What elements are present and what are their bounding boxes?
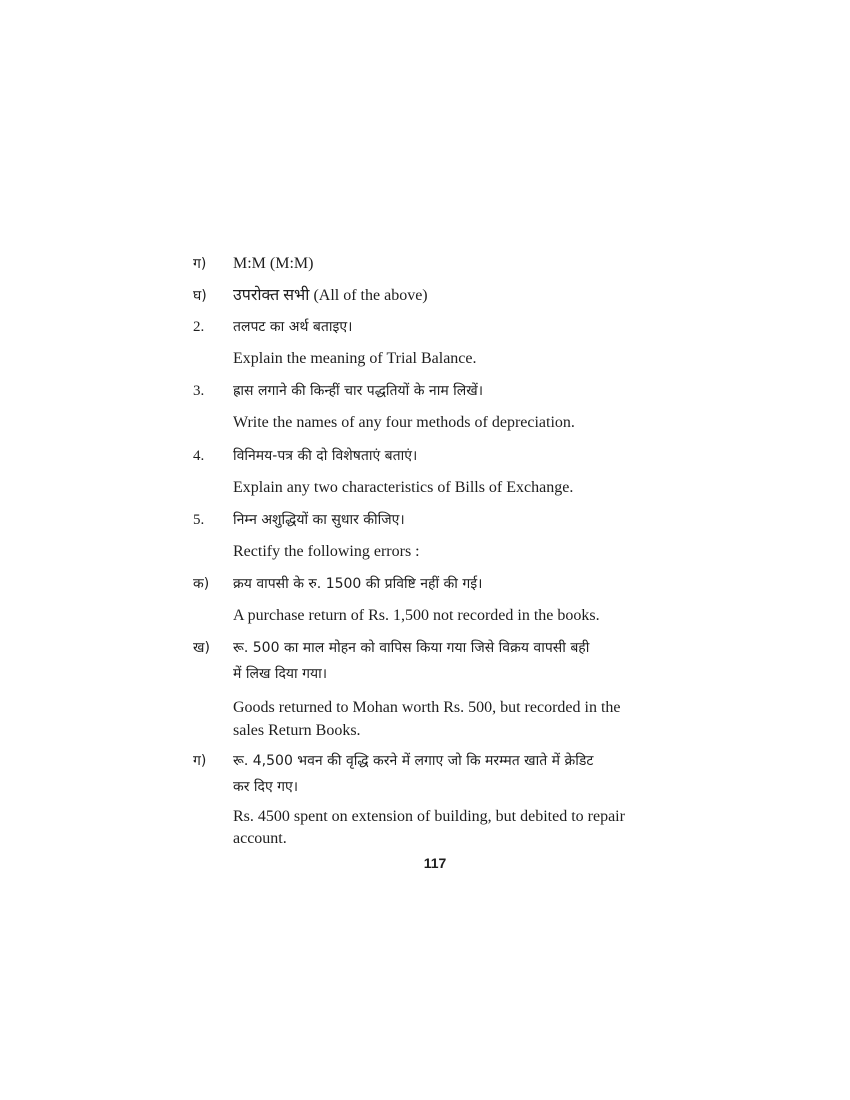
error-marker: ख) [193, 640, 210, 656]
question-hindi: विनिमय-पत्र की दो विशेषताएं बताएं। [233, 448, 418, 464]
option-marker: घ) [193, 288, 207, 304]
question-hindi: निम्न अशुद्धियों का सुधार कीजिए। [233, 512, 405, 528]
error-hindi: कर दिए गए। [233, 779, 299, 795]
question-hindi: ह्रास लगाने की किन्हीं चार पद्धतियों के नाम लिखें। [233, 383, 484, 399]
question-number: 4. [193, 448, 205, 464]
error-english: Goods returned to Mohan worth Rs. 500, but recorded in the [233, 699, 621, 716]
error-hindi: क्रय वापसी के रु. 1500 की प्रविष्टि नहीं की गई। [233, 576, 483, 592]
error-english: account. [233, 830, 287, 847]
question-number: 2. [193, 319, 205, 335]
error-hindi: में लिख दिया गया। [233, 666, 328, 682]
question-english: Explain any two characteristics of Bills of Exchange. [233, 479, 574, 496]
question-hindi: तलपट का अर्थ बताइए। [233, 319, 353, 335]
question-english: Write the names of any four methods of depreciation. [233, 414, 575, 431]
error-marker: क) [193, 576, 210, 592]
option-text: उपरोक्त सभी (All of the above) [233, 287, 428, 304]
question-number: 5. [193, 512, 205, 528]
error-english: sales Return Books. [233, 722, 361, 739]
error-marker: ग) [193, 753, 207, 769]
error-english: A purchase return of Rs. 1,500 not recorded in the books. [233, 607, 600, 624]
option-text: M:M (M:M) [233, 255, 314, 272]
question-number: 3. [193, 383, 205, 399]
error-hindi: रू. 4,500 भवन की वृद्धि करने में लगाए जो कि मरम्मत खाते में क्रेडिट [233, 753, 594, 769]
error-hindi: रू. 500 का माल मोहन को वापिस किया गया जिसे विक्रय वापसी बही [233, 640, 590, 656]
question-english: Rectify the following errors : [233, 543, 420, 560]
error-english: Rs. 4500 spent on extension of building, but debited to repair [233, 808, 625, 825]
page-number: 117 [423, 855, 447, 871]
option-marker: ग) [193, 256, 207, 272]
question-english: Explain the meaning of Trial Balance. [233, 350, 477, 367]
